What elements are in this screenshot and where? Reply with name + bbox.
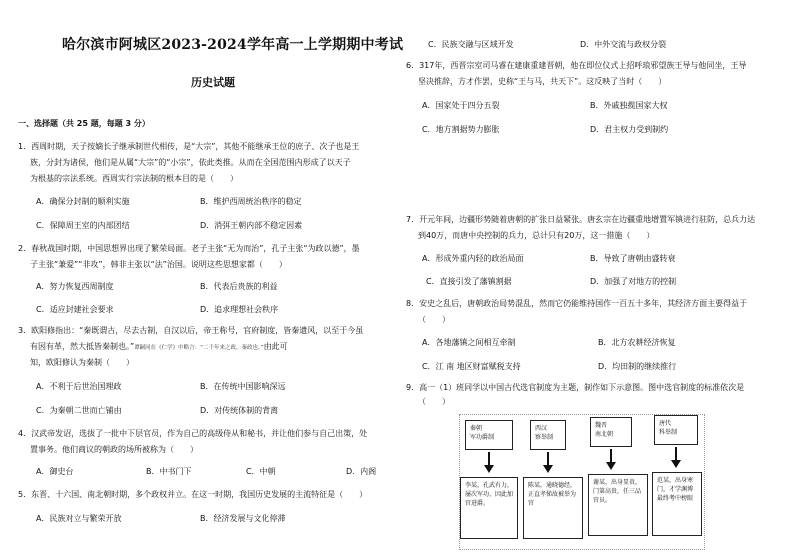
diagram-label-western-han — [530, 420, 566, 450]
option-c: C．江 南 地区财富赋税支持 — [422, 362, 521, 371]
question-line: 到40万，而唐中央控制的兵力，总计只有20万，这一措施（ ） — [418, 231, 655, 240]
diagram-label-text: 秦朝 军功爵制 — [470, 425, 495, 441]
option-d: D．中外交流与政权分裂 — [580, 40, 667, 49]
option-a: A．各地藩镇之间相互牵制 — [422, 338, 516, 347]
question-line: （ ） — [418, 397, 450, 406]
option-d: D．内阁 — [346, 467, 377, 476]
arrow-down-icon — [543, 465, 553, 473]
question-line: 9．高一（1）班同学以中国古代选官制度为主题，制作如下示意图。图中选官制度的标准依次是 — [406, 383, 745, 392]
option-b: B．经济发展与文化停滞 — [200, 514, 286, 523]
question-line-mixed — [30, 339, 288, 356]
question-line: 5．东晋、十六国、南北朝时期，多个政权并立。在这一时期，我国历史发展的主流特征是（ ） — [18, 490, 368, 499]
question-line: 1．西周时期，天子按嫡长子继承制世代相传，是“大宗”，其他不能继承王位的庶子、次子也是王 — [18, 142, 360, 151]
exam-title: 哈尔滨市阿城区2023-2024学年高一上学期期中考试 — [62, 37, 404, 53]
option-a: A．国家处于四分五裂 — [422, 101, 500, 110]
question-line: 子主张“兼爱”“非攻”，韩非主张以“法”治国。说明这些思想家都（ ） — [30, 260, 287, 269]
option-d: D．追求理想社会秩序 — [200, 305, 279, 314]
option-b: B．中书门下 — [146, 467, 192, 476]
question-text: 有因有革，然大抵皆秦制也。” — [30, 342, 135, 351]
question-line: 4．汉武帝发诏，选拔了一批中下层官员，作为自己的高级侍从和秘书，并让他们参与自己出策，处 — [18, 429, 368, 438]
diagram-label-text: 唐代 科举制 — [659, 420, 678, 436]
question-line: 为根基的宗法系统。西周实行宗法制的根本目的是（ ） — [30, 174, 238, 183]
option-a: A．确保分封制的顺利实施 — [36, 197, 130, 206]
option-b: B．北方农耕经济恢复 — [598, 338, 676, 347]
section-heading: 一、选择题（共 25 题，每题 3 分） — [18, 119, 150, 128]
option-b: B．代表后贵族的利益 — [200, 282, 278, 291]
option-c: C．民族交融与区域开发 — [428, 40, 514, 49]
diagram-label-text: 魏晋 南北朝 — [595, 422, 614, 438]
question-line: 7．开元年间，边疆形势随着唐朝的扩张日益紧张。唐玄宗在边疆重地增置军镇进行驻防，总兵力达 — [406, 215, 756, 224]
option-b: B．维护西周统治秩序的稳定 — [200, 197, 302, 206]
option-c: C．保障周王室的内部团结 — [36, 221, 130, 230]
diagram-label-qin — [465, 420, 513, 450]
diagram-label-text: 西汉 察举制 — [535, 425, 554, 441]
question-line: 置事务。他们商议的朝政的场所被称为（ ） — [30, 445, 198, 454]
option-c: C．直接引发了藩镇割据 — [426, 277, 512, 286]
arrow-down-icon — [606, 462, 616, 470]
option-a: A．民族对立与繁荣开放 — [36, 514, 122, 523]
question-text: 由此可 — [263, 342, 288, 351]
option-a: A．努力恢复西周制度 — [36, 282, 114, 291]
question-line: 3．欧阳修指出：“秦既谓古，尽去古制，自汉以后，帝王称号，官府制度，皆秦遗风，以至于今虽 — [18, 326, 364, 335]
option-c: C．中朝 — [246, 467, 276, 476]
question-line: 2．春秋战国时期，中国思想界出现了繁荣局面。老子主张“无为而治”，孔子主张“为政以德”，墨 — [18, 244, 360, 253]
question-line: 6．317年，西晋宗室司马睿在建康重建晋朝，他在即位仪式上招呼琅邪望族王导与他同坐，王导 — [406, 61, 747, 70]
question-line: 坚决推辞，方才作罢，史称“王与马，共天下”。这反映了当时（ ） — [418, 77, 667, 86]
option-b: B．导致了唐朝由盛转衰 — [590, 254, 676, 263]
option-c: C．地方割据势力膨胀 — [422, 125, 500, 134]
diagram-case-li: 李某，孔武有力，屡次军功，因此加官进爵。 — [460, 477, 518, 539]
option-c: C．适应封建社会要求 — [36, 305, 114, 314]
option-c: C．为秦朝二世而亡铺由 — [36, 406, 122, 415]
question-line: 知，欧阳修认为秦制（ ） — [30, 358, 134, 367]
option-d: D．加强了对地方的控制 — [590, 277, 677, 286]
option-a: A．不利于后世治国理政 — [36, 382, 122, 391]
arrow-down-icon — [484, 465, 494, 473]
arrow-shaft — [675, 447, 677, 461]
option-d: D．消弭王朝内部不稳定因素 — [200, 221, 303, 230]
question-line: 族，分封为诸侯，他们是从属“大宗”的“小宗”，依此类推。从而在全国范围内形成了以天子 — [30, 158, 351, 167]
diagram-label-tang — [654, 415, 698, 445]
diagram-label-weijin — [590, 417, 632, 447]
question-line: 8．安史之乱后，唐朝政治局势混乱，然而它仍能维持国作一百五十多年，其经济方面主要得益于 — [406, 299, 748, 308]
diagram-case-chen: 陈某，通晓德经，正直孝悌故被举为官 — [523, 477, 583, 539]
option-a: A．形成外重内轻的政治局面 — [422, 254, 524, 263]
option-d: D．均田制的继续推行 — [598, 362, 677, 371]
option-a: A．御史台 — [36, 467, 74, 476]
diagram-case-xie: 谢某，出身显贵，门第高贵，任三品官员。 — [588, 474, 648, 536]
option-d: D．对传统体制的背离 — [200, 406, 279, 415]
arrow-shaft — [547, 452, 549, 466]
quote-text: 谭嗣同在《仁学》中略言：“二千年来之政，秦政也。” — [134, 345, 264, 351]
question-line: （ ） — [418, 315, 450, 324]
option-d: D．君主权力受到制约 — [590, 125, 669, 134]
option-b: B．在传统中国影响深远 — [200, 382, 286, 391]
option-b: B．外戚独揽国家大权 — [590, 101, 668, 110]
arrow-shaft — [488, 452, 490, 466]
diagram-case-fan: 范某，出身寒门，才学渊博最终考中榜眼 — [652, 472, 702, 536]
arrow-down-icon — [671, 460, 681, 468]
exam-subtitle: 历史试题 — [191, 76, 235, 89]
arrow-shaft — [610, 449, 612, 463]
